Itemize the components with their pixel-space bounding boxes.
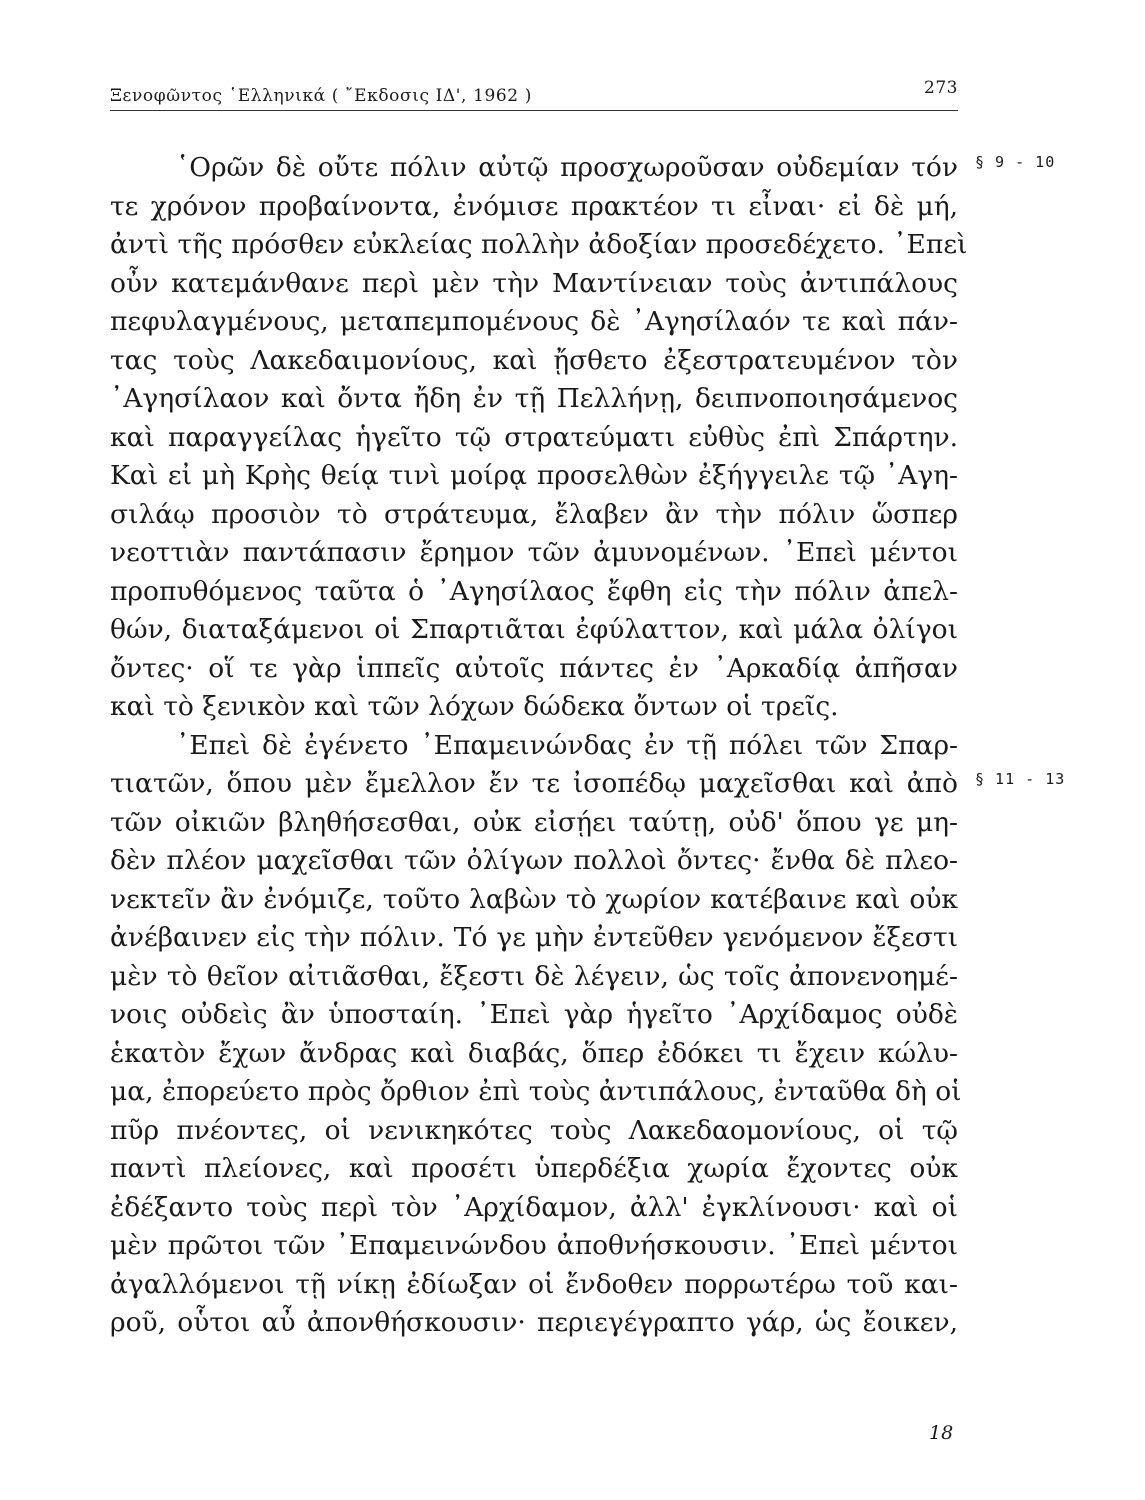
text-line: οὖν κατεμάνθανε περὶ μὲν τὴν Μαντίνειαν τοὺς ἀντιπάλους — [110, 267, 958, 299]
text-line: πεφυλαγμένους, μεταπεμπομένους δὲ ᾿Αγησίλαόν τε καὶ πάν- — [110, 306, 958, 337]
text-line: θών, διαταξάμενοι οἱ Σπαρτιᾶται ἐφύλαττον, καὶ μάλα ὀλίγοι — [110, 614, 958, 645]
text-line: ᾿Αγησίλαον καὶ ὄντα ἤδη ἐν τῇ Πελλήνῃ, δειπνοποιησάμενος — [110, 383, 958, 414]
text-line: νεοττιὰν παντάπασιν ἔρημον τῶν ἀμυνομένων. ᾿Επεὶ μέντοι — [110, 537, 958, 568]
text-line: ἀντὶ τῆς πρόσθεν εὐκλείας πολλὴν ἀδοξίαν προσεδέχετο. ᾿Επεὶ — [110, 229, 968, 260]
margin-note-section-11-13: § 11 - 13 — [975, 770, 1066, 788]
text-line: ροῦ, οὗτοι αὖ ἀπονθήσκουσιν· περιεγέγραπτο γάρ, ὡς ἔοικεν, — [110, 1307, 958, 1338]
text-line: τιατῶν, ὅπου μὲν ἔμελλον ἔν τε ἰσοπέδῳ μαχεῖσθαι καὶ ἀπὸ — [110, 768, 958, 799]
text-line: ἑκατὸν ἔχων ἄνδρας καὶ διαβάς, ὅπερ ἐδόκει τι ἔχειν κώλυ- — [110, 1037, 958, 1069]
text-line: μὲν πρῶτοι τῶν ᾿Επαμεινώνδου ἀποθνήσκουσιν. ᾿Επεὶ μέντοι — [110, 1230, 958, 1261]
signature-mark: 18 — [929, 1422, 954, 1444]
text-line: μὲν τὸ θεῖον αἰτιᾶσθαι, ἔξεστι δὲ λέγειν, ὡς τοῖς ἀπονενοημέ- — [110, 960, 958, 992]
text-line: τας τοὺς Λακεδαιμονίους, καὶ ᾔσθετο ἐξεστρατευμένον τὸν — [110, 344, 958, 376]
text-line: ᾿Επεὶ δὲ ἐγένετο ᾿Επαμεινώνδας ἐν τῇ πόλει τῶν Σπαρ- — [176, 729, 958, 761]
text-line: μα, ἐπορεύετο πρὸς ὄρθιον ἐπὶ τοὺς ἀντιπάλους, ἐνταῦθα δὴ οἱ — [110, 1076, 962, 1107]
text-line: ὄντες· οἵ τε γὰρ ἱππεῖς αὐτοῖς πάντες ἐν ᾿Αρκαδίᾳ ἀπῆσαν — [110, 652, 958, 684]
text-line: παντὶ πλείονες, καὶ προσέτι ὑπερδέξια χωρία ἔχοντες οὐκ — [110, 1153, 958, 1184]
text-line: ῾Ορῶν δὲ οὔτε πόλιν αὐτῷ προσχωροῦσαν οὐδεμίαν τόν — [176, 152, 958, 183]
text-line: προπυθόμενος ταῦτα ὁ ᾿Αγησίλαος ἔφθη εἰς τὴν πόλιν ἀπελ- — [110, 575, 958, 607]
text-line: ἐδέξαντο τοὺς περὶ τὸν ᾿Αρχίδαμον, ἀλλ' ἐγκλίνουσι· καὶ οἱ — [110, 1191, 958, 1223]
running-header — [110, 78, 958, 114]
text-line: νοις οὐδεὶς ἂν ὑποσταίη. ᾿Επεὶ γὰρ ἡγεῖτο ᾿Αρχίδαμος οὐδὲ — [110, 999, 958, 1030]
text-line: Καὶ εἰ μὴ Κρὴς θείᾳ τινὶ μοίρᾳ προσελθὼν ἐξήγγειλε τῷ ᾿Αγη- — [110, 460, 958, 491]
page-number: 273 — [924, 78, 958, 98]
text-line: ἀγαλλόμενοι τῇ νίκῃ ἐδίωξαν οἱ ἔνδοθεν πορρωτέρω τοῦ και- — [110, 1268, 958, 1300]
header-title: Ξενοφῶντος ῾Ελληνικά ( ῎Εκδοσις ΙΔ', 1962 ) — [110, 86, 532, 106]
header-rule — [110, 110, 958, 111]
text-line: πῦρ πνέοντες, οἱ νενικηκότες τοὺς Λακεδαομονίους, οἱ τῷ — [110, 1114, 958, 1146]
text-line: νεκτεῖν ἂν ἐνόμιζε, τοῦτο λαβὼν τὸ χωρίον κατέβαινε καὶ οὐκ — [110, 883, 958, 915]
main-text — [110, 149, 968, 1343]
text-line: τῶν οἰκιῶν βληθήσεσθαι, οὐκ εἰσῄει ταύτῃ, οὐδ' ὅπου γε μη- — [110, 806, 958, 838]
margin-note-section-9-10: § 9 - 10 — [975, 153, 1056, 171]
text-line: καὶ τὸ ξενικὸν καὶ τῶν λόχων δώδεκα ὄντων οἱ τρεῖς. — [110, 691, 839, 722]
text-line: δὲν πλέον μαχεῖσθαι τῶν ὀλίγων πολλοὶ ὄντες· ἔνθα δὲ πλεο- — [110, 845, 958, 876]
text-line: ἀνέβαινεν εἰς τὴν πόλιν. Τό γε μὴν ἐντεῦθεν γενόμενον ἔξεστι — [110, 922, 958, 953]
text-line: τε χρόνον προβαίνοντα, ἐνόμισε πρακτέον τι εἶναι· εἰ δὲ μή, — [110, 190, 958, 222]
text-line: σιλάῳ προσιὸν τὸ στράτευμα, ἔλαβεν ἂν τὴν πόλιν ὥσπερ — [110, 498, 958, 530]
text-line: καὶ παραγγείλας ἡγεῖτο τῷ στρατεύματι εὐθὺς ἐπὶ Σπάρτην. — [110, 421, 958, 453]
